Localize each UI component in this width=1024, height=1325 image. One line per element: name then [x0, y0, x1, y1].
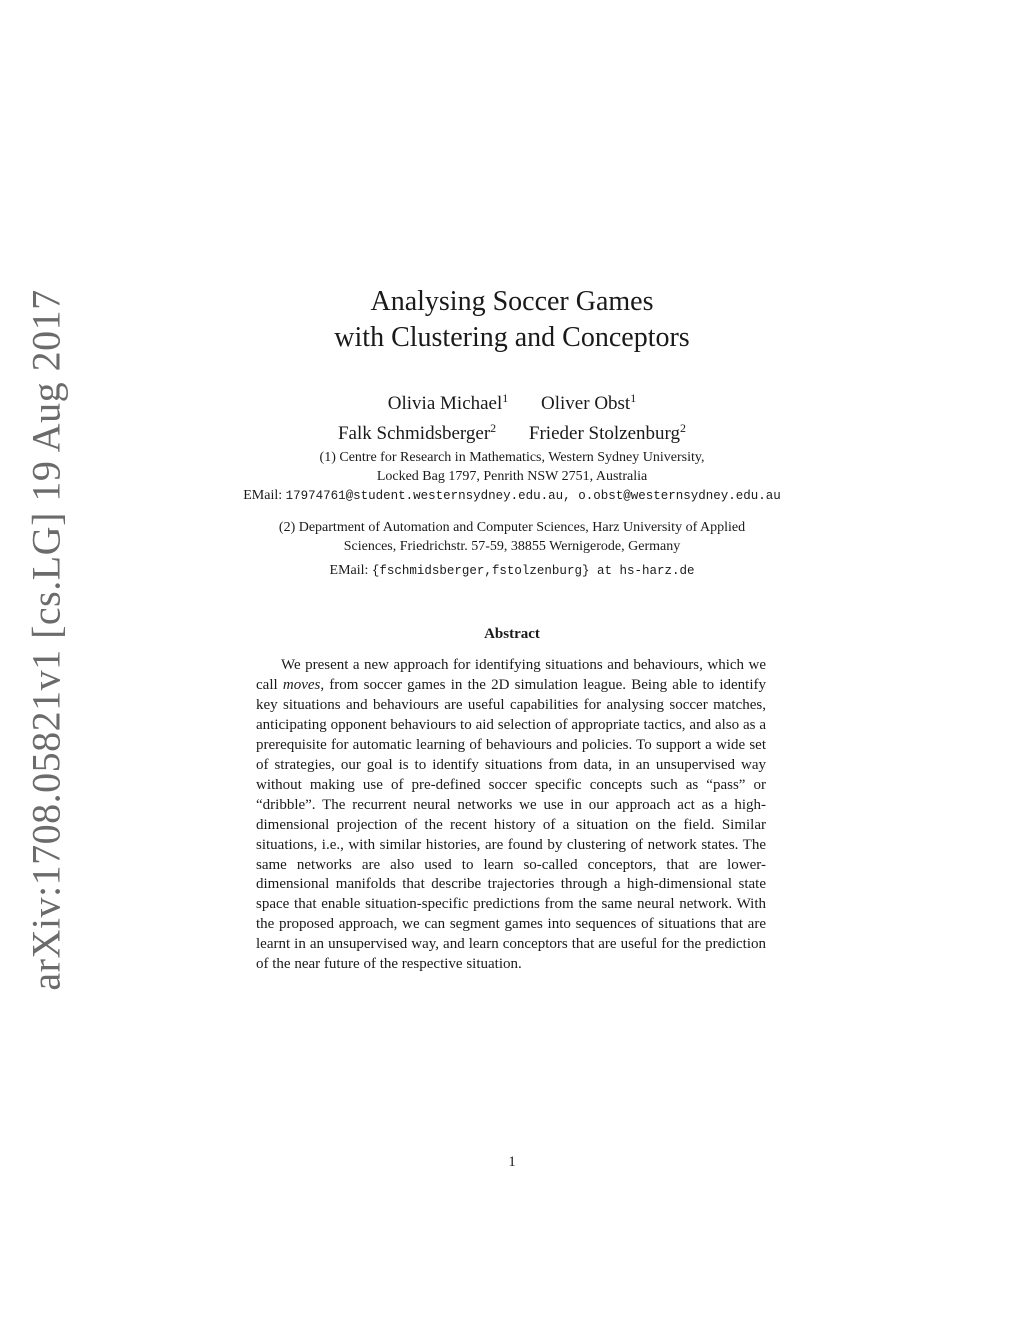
- author-row-2: [0, 416, 1024, 446]
- author: Frieder Stolzenburg$^2$: [528, 421, 686, 444]
- email-line-2: EMail: {fschmidsberger,fstolzenburg} at hs-harz.de: [329, 563, 695, 578]
- arxiv-identifier: arXiv:1708.05821v1 [cs.LG] 19 Aug 2017: [23, 289, 69, 991]
- page-number: 1: [508, 1154, 516, 1170]
- abstract-body: We present a new approach for identifying situations and behaviours, which we call moves, from soccer games in the 2D simulation league. Being able to identify key situations and behaviours are useful capabilities for analysing soccer matches, anticipating opponent behaviours to aid selection of appropriate tactics, and also as a prerequisite for automatic learning of behaviours and policies. To support a wide set of strategies, our goal is to identify situations from data, in an unsupervised way without making use of pre-defined soccer specific concepts such as “pass” or “dribble”. The recurrent neural networks we use in our approach act as a high-dimensional projection of the recent history of a situation on the field. Similar situations, i.e., with similar histories, are found by clustering of network states. The same networks are also used to learn so-called conceptors, that are lower-dimensional manifolds that describe trajectories through a high-dimensional state space that enable situation-specific predictions from the same neural network. With the proposed approach, we can segment games into sequences of situations that are learnt in an unsupervised way, and learn conceptors that are useful for the prediction of the near future of the respective situation.: [256, 657, 767, 973]
- author: Oliver Obst$^1$: [541, 391, 637, 414]
- email-address: 17974761@student.westernsydney.edu.au, o.obst@westernsydney.edu.au: [285, 489, 781, 503]
- affiliation-2: (2) Department of Automation and Computer Sciences, Harz University of Applied Sciences, Friedrichstr. 57-59, 38855 Wernigerode, Germany EMail: {fschmidsberger,fstolzenburg} at hs-harz.de: [0, 518, 1024, 581]
- author: Falk Schmidsberger$^2$: [337, 421, 497, 444]
- title-line-1: Analysing Soccer Games: [370, 286, 654, 317]
- email-line-1: EMail: 17974761@student.westernsydney.edu.au, o.obst@westernsydney.edu.au: [243, 488, 781, 503]
- paper-title: [0, 284, 1024, 356]
- title-line-2: with Clustering and Conceptors: [334, 322, 690, 353]
- author-row-1: [0, 386, 1024, 416]
- affiliation-1: (1) Centre for Research in Mathematics, Western Sydney University, Locked Bag 1797, Penrith NSW 2751, Australia EMail: 17974761@student.westernsydney.edu.au, o.obst@westernsydney.edu.au: [0, 448, 1024, 506]
- abstract-heading: Abstract: [484, 626, 540, 642]
- author: Olivia Michael$^1$: [387, 391, 509, 414]
- abstract-emphasis: moves: [282, 676, 321, 693]
- author-list: [0, 386, 1024, 446]
- email-address: {fschmidsberger,fstolzenburg} at hs-harz.de: [371, 564, 695, 578]
